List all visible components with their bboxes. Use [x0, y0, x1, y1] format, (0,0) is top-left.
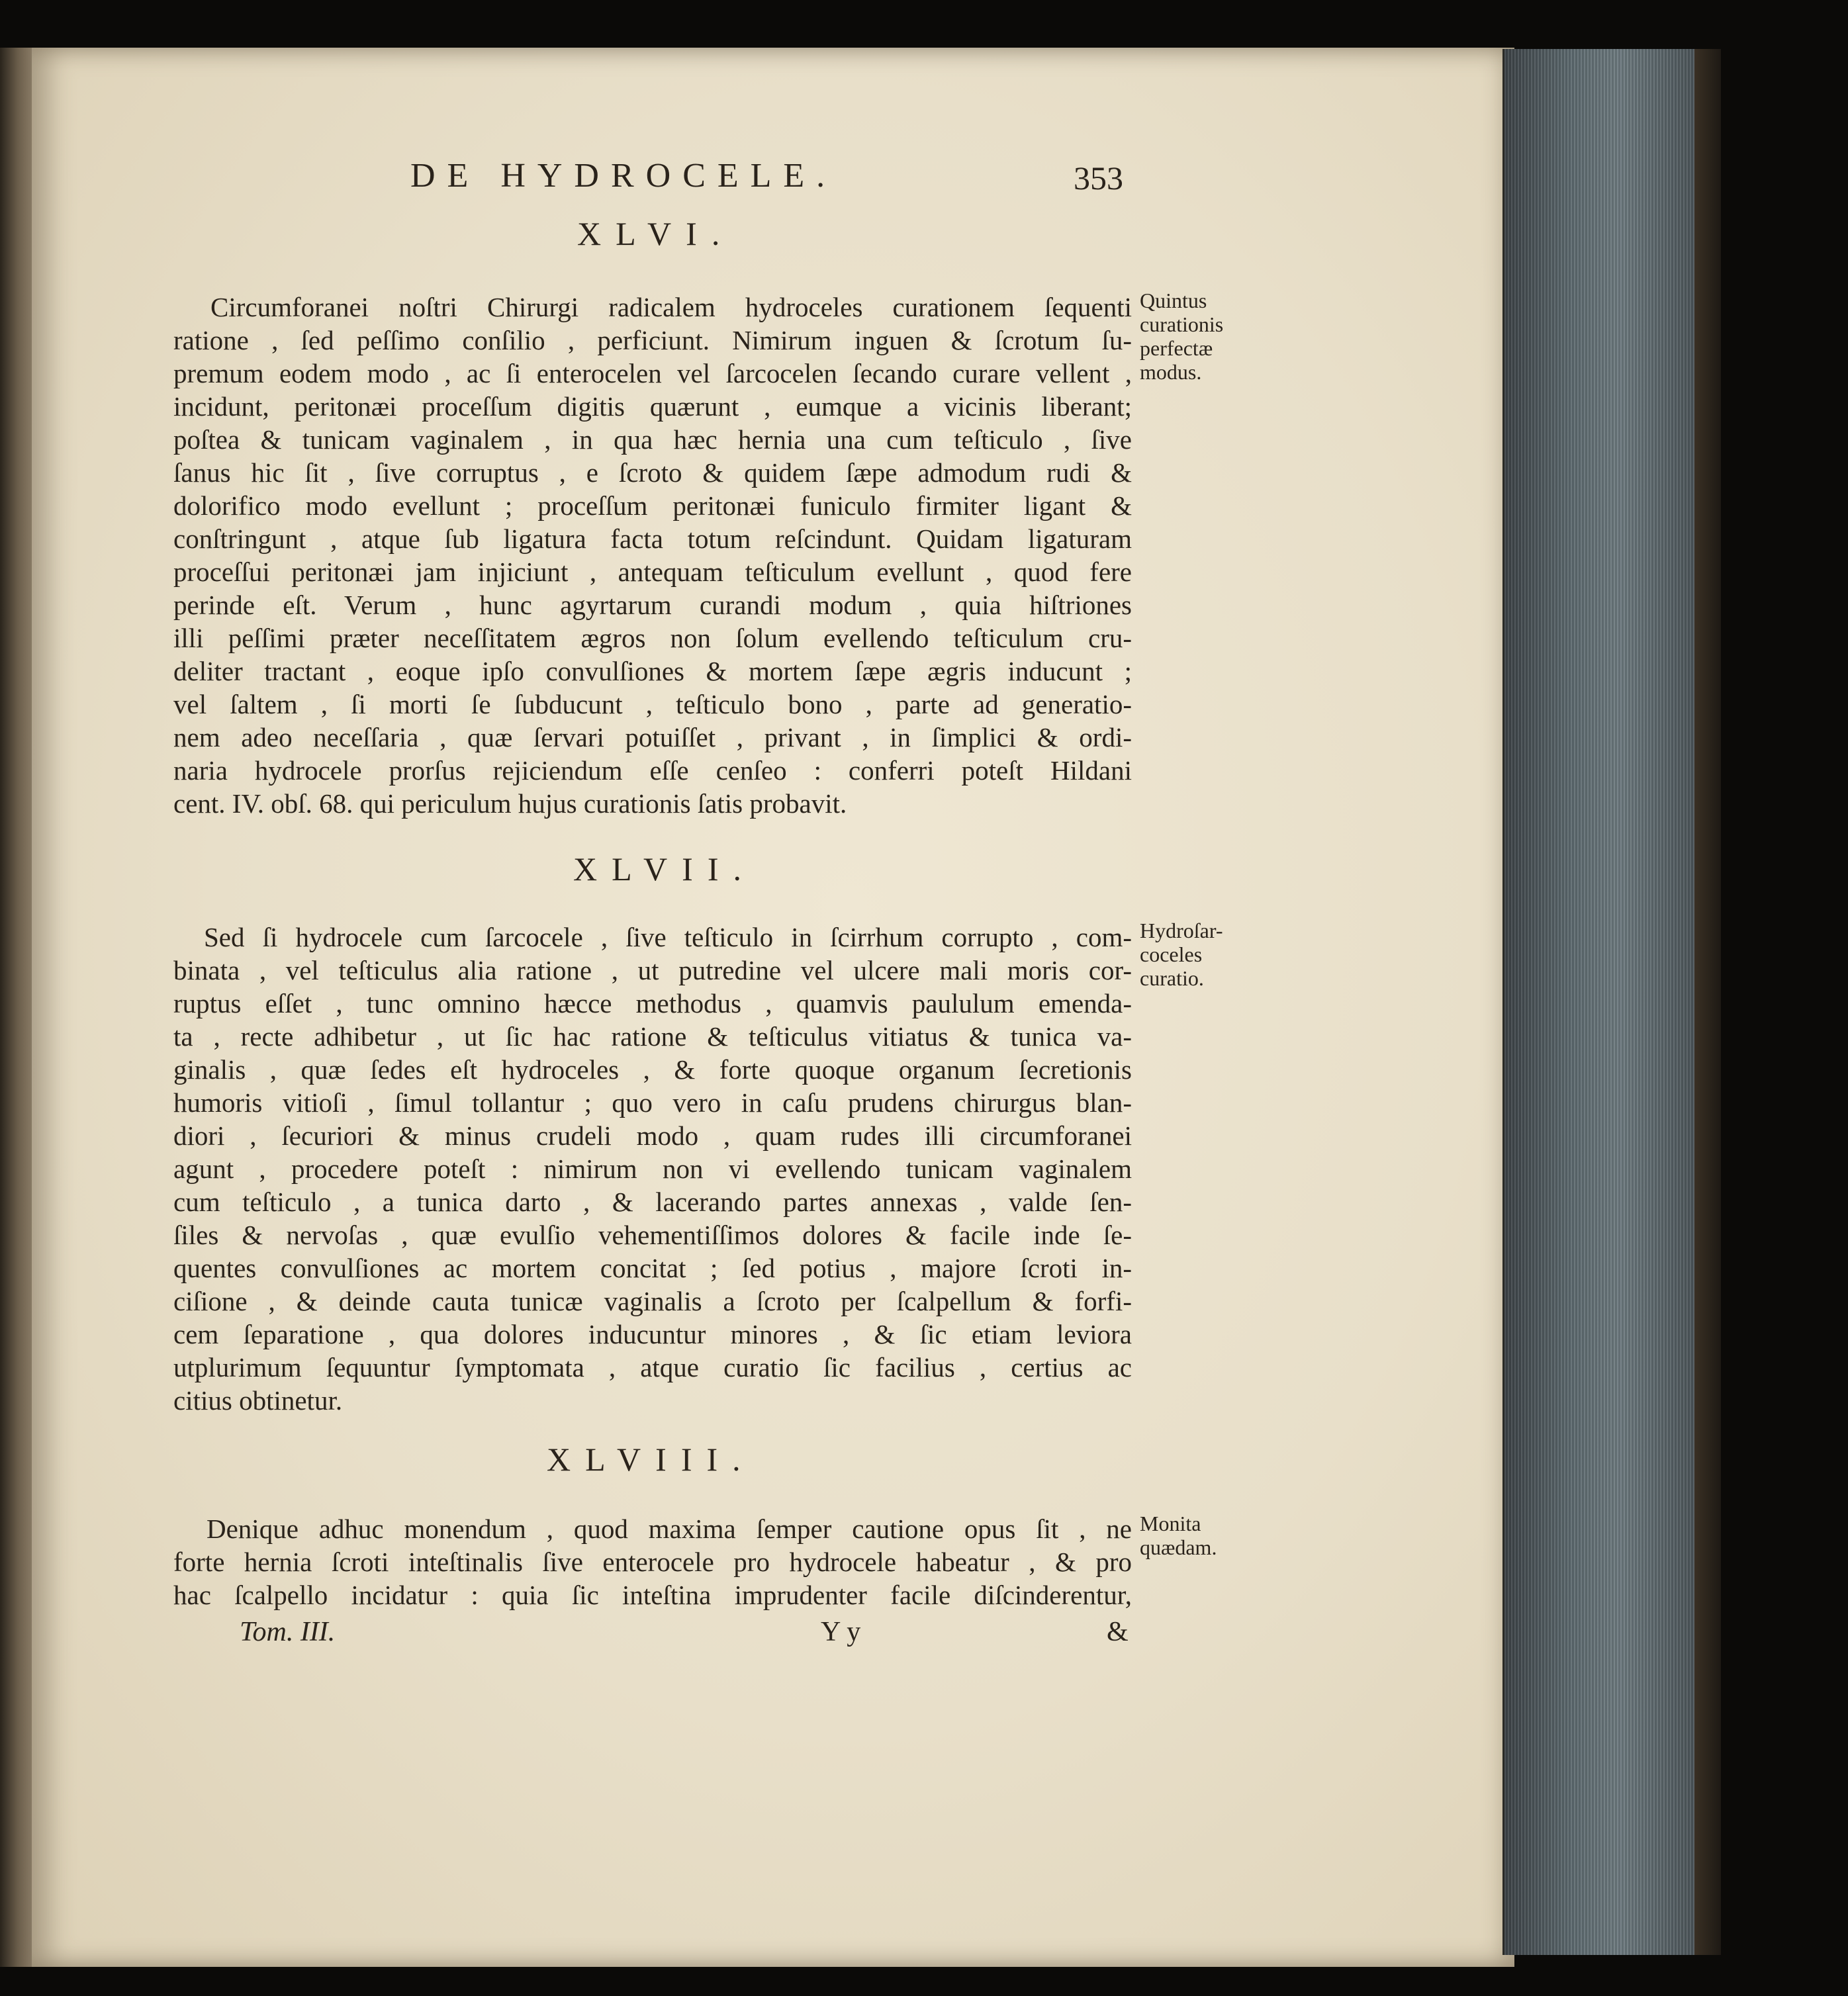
running-head: DE HYDROCELE. [410, 157, 837, 195]
text-line: cum teſticulo , a tunica darto , & lacerando partes annexas , valde ſen- [173, 1187, 1132, 1217]
text-line: ratione , ſed peſſimo conſilio , perficiunt. Nimirum inguen & ſcrotum ſu- [173, 325, 1132, 355]
margin-note-line: curationis [1140, 312, 1224, 336]
text-line: diori , ſecuriori & minus crudeli modo , quam rudes illi circumforanei [173, 1120, 1132, 1151]
text-line: ginalis , quæ ſedes eſt hydroceles , & forte quoque organum ſecretionis [173, 1054, 1132, 1085]
text-line: humoris vitioſi , ſimul tollantur ; quo vero in caſu prudens chirurgus blan- [173, 1087, 1132, 1118]
margin-note-line: Monita [1140, 1512, 1201, 1535]
text-line: quentes convulſiones ac mortem concitat ; ſed potius , majore ſcroti in- [173, 1253, 1132, 1283]
text-line: deliter tractant , eoque ipſo convulſiones & mortem ſæpe ægris inducunt ; [173, 656, 1132, 686]
text-line: hac ſcalpello incidatur : quia ſic inteſtina imprudenter facile diſcinderentur, [173, 1580, 1132, 1610]
section-heading-xlviii: XLVIII. [547, 1441, 755, 1478]
margin-note-line: quædam. [1140, 1535, 1217, 1559]
margin-note-line: Quintus [1140, 289, 1207, 312]
margin-note-line: curatio. [1140, 966, 1204, 990]
signature-mark: Y y [821, 1617, 861, 1647]
section-heading-xlvii: XLVII. [573, 850, 756, 887]
left-page-edge [0, 48, 35, 1967]
text-line: binata , vel teſticulus alia ratione , ut putredine vel ulcere mali moris cor- [173, 955, 1132, 985]
margin-note-xlviii [1140, 1512, 1246, 1559]
text-line: naria hydrocele prorſus rejiciendum eſſe cenſeo : conferri poteſt Hildani [173, 755, 1132, 786]
text-line: ta , recte adhibetur , ut ſic hac ratione & teſticulus vitiatus & tunica va- [173, 1021, 1132, 1052]
margin-note-line: modus. [1140, 360, 1202, 384]
page-number: 353 [1074, 159, 1123, 197]
text-line: agunt , procedere poteſt : nimirum non vi evellendo tunicam vaginalem [173, 1154, 1132, 1184]
text-line: incidunt, peritonæi proceſſum digitis quærunt , eumque a vicinis liberant; [173, 391, 1132, 422]
margin-note-line: Hydroſar- [1140, 919, 1223, 942]
text-line: nem adeo neceſſaria , quæ ſervari potuiſſet , privant , in ſimplici & ordi- [173, 722, 1132, 752]
text-line: dolorifico modo evellunt ; proceſſum peritonæi funiculo firmiter ligant & [173, 490, 1132, 521]
text-line: cent. IV. obſ. 68. qui periculum hujus curationis ſatis probavit. [173, 788, 847, 819]
text-line: Circumforanei noſtri Chirurgi radicalem hydroceles curationem ſequenti [210, 292, 1132, 322]
text-line: ſanus hic ſit , ſive corruptus , e ſcroto & quidem ſæpe admodum rudi & [173, 457, 1132, 488]
text-line: conſtringunt , atque ſub ligatura facta totum reſcindunt. Quidam ligaturam [173, 523, 1132, 554]
text-line: Denique adhuc monendum , quod maxima ſemper cautione opus ſit , ne [207, 1514, 1132, 1544]
text-line: proceſſui peritonæi jam injiciunt , antequam teſticulum evellunt , quod fere [173, 557, 1132, 587]
text-line: citius obtinetur. [173, 1385, 343, 1416]
text-line: Sed ſi hydrocele cum ſarcocele , ſive teſticulo in ſcirrhum corrupto , com- [204, 922, 1132, 952]
margin-note-xlvi [1140, 289, 1246, 384]
text-line: poſtea & tunicam vaginalem , in qua hæc hernia una cum teſticulo , ſive [173, 424, 1132, 455]
page-block-edge [1502, 49, 1696, 1955]
catchword: & [1107, 1617, 1129, 1647]
text-line: cem ſeparatione , qua dolores inducuntur minores , & ſic etiam leviora [173, 1319, 1132, 1349]
section-heading-xlvi: XLVI. [577, 215, 735, 252]
volume-mark: Tom. III. [240, 1617, 336, 1647]
text-line: ciſione , & deinde cauta tunicæ vaginalis a ſcroto per ſcalpellum & forfi- [173, 1286, 1132, 1316]
text-line: forte hernia ſcroti inteſtinalis ſive enterocele pro hydrocele habeatur , & pro [173, 1547, 1132, 1577]
margin-note-xlvii [1140, 919, 1246, 990]
text-line: perinde eſt. Verum , hunc agyrtarum curandi modum , quia hiſtriones [173, 590, 1132, 620]
book-cover-edge [1694, 49, 1721, 1955]
margin-note-line: perfectæ [1140, 336, 1213, 360]
text-line: utplurimum ſequuntur ſymptomata , atque curatio ſic facilius , certius ac [173, 1352, 1132, 1383]
text-line: ruptus eſſet , tunc omnino hæcce methodus , quamvis paululum emenda- [173, 988, 1132, 1019]
text-line: illi peſſimi præter neceſſitatem ægros non ſolum evellendo teſticulum cru- [173, 623, 1132, 653]
text-line: vel ſaltem , ſi morti ſe ſubducunt , teſticulo bono , parte ad generatio- [173, 689, 1132, 719]
margin-note-line: coceles [1140, 942, 1203, 966]
text-line: premum eodem modo , ac ſi enterocelen vel ſarcocelen ſecando curare vellent , [173, 358, 1132, 388]
text-line: ſiles & nervoſas , quæ evulſio vehementiſſimos dolores & facile inde ſe- [173, 1220, 1132, 1250]
